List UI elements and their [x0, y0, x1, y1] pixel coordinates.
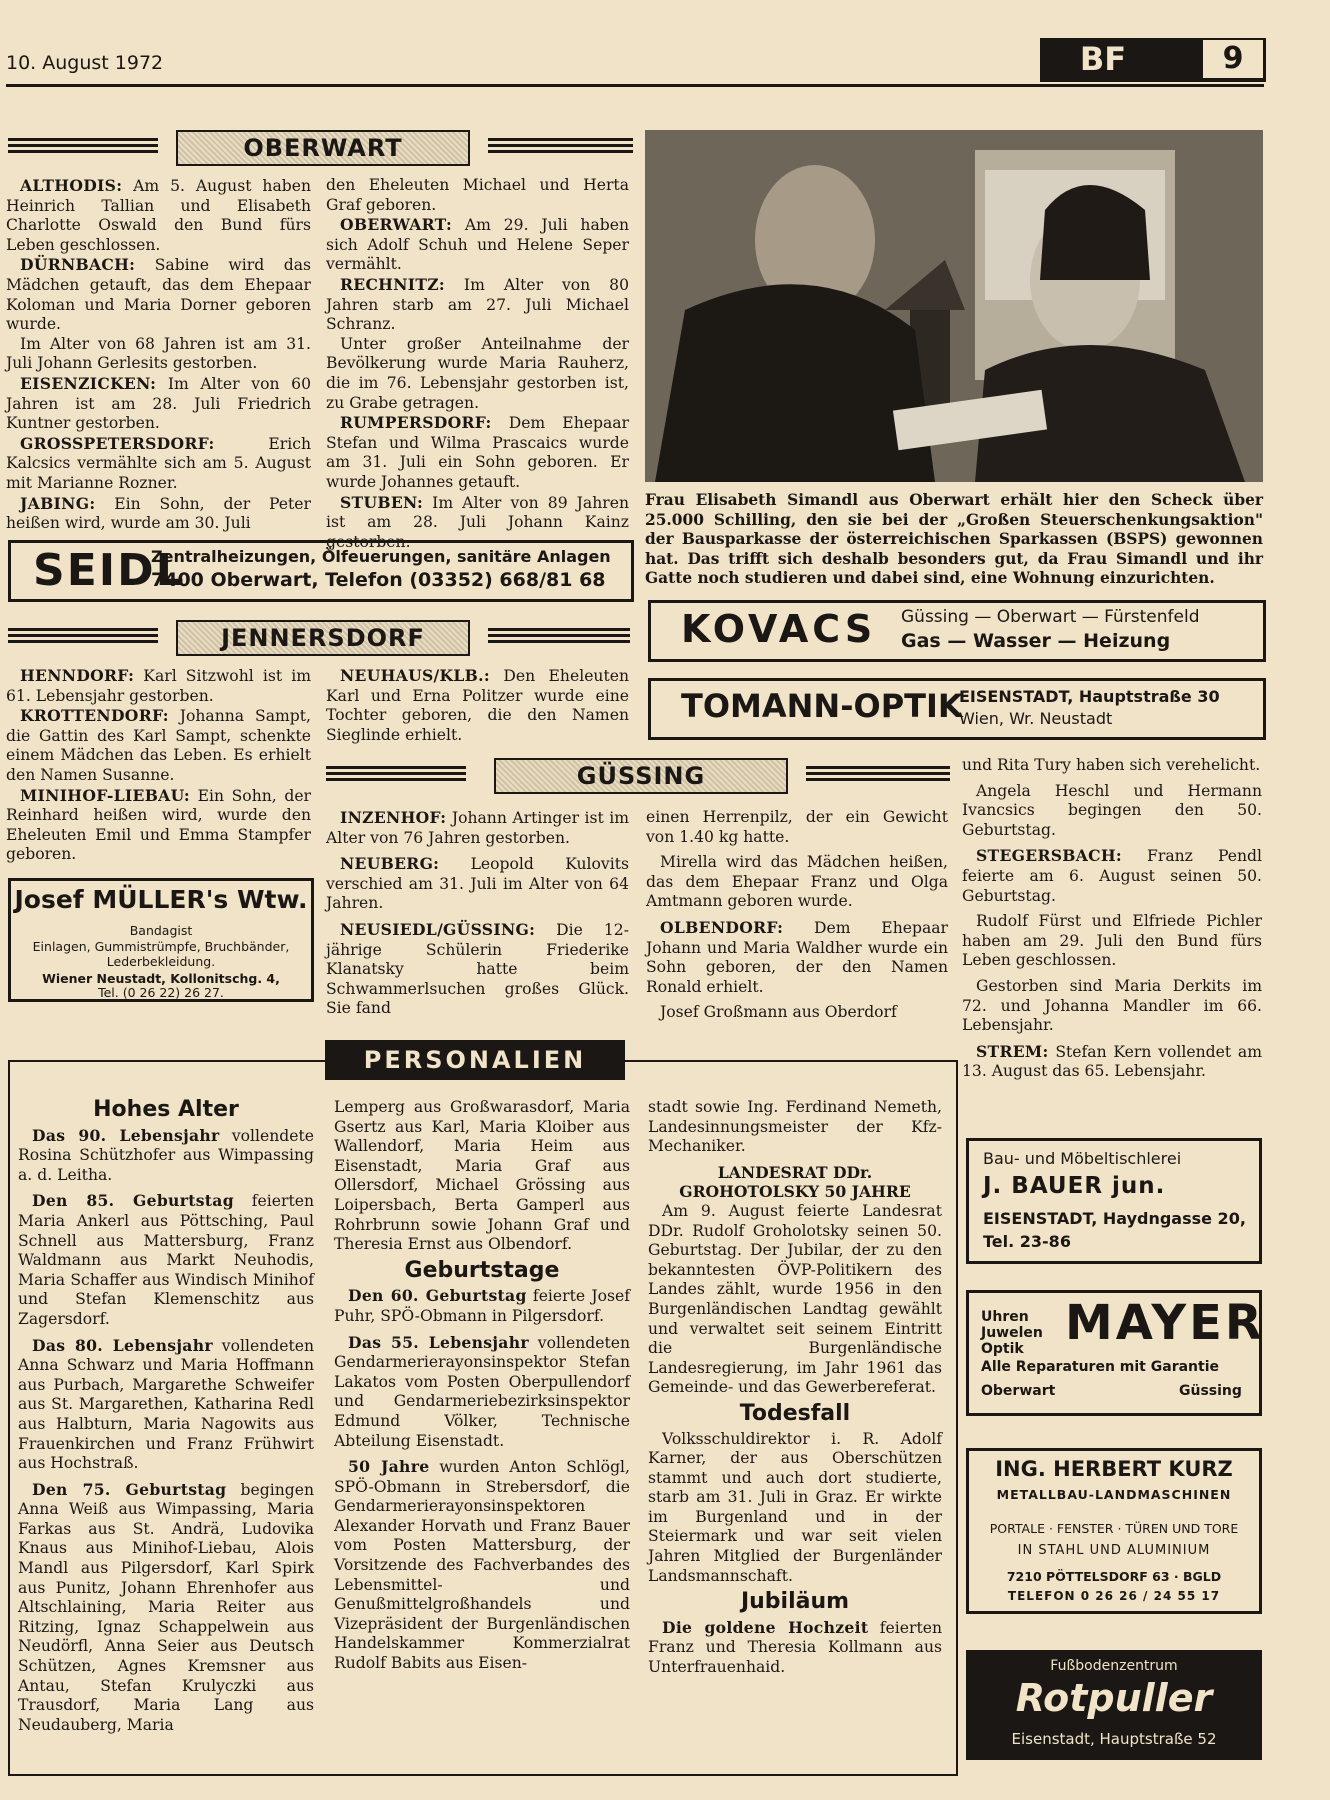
- news-item: [6, 706, 311, 785]
- item-text: Im Alter von 60 Jahren ist am 28. Juli Friedrich Kuntner gestorben.: [6, 374, 311, 433]
- news-item: [962, 1042, 1262, 1082]
- issue-date: 10. August 1972: [6, 52, 164, 74]
- item-lead: OLBENDORF:: [660, 917, 784, 937]
- item-lead: NEUSIEDL/GÜSSING:: [340, 919, 536, 939]
- item-text: Ein Sohn, der Reinhard heißen wird, wurde den Eheleuten Emil und Emma Stampfer geboren.: [6, 786, 311, 864]
- news-item: [6, 494, 311, 534]
- ad-kurz: [966, 1448, 1262, 1614]
- item-lead: Den 85. Geburtstag: [32, 1191, 234, 1211]
- news-item: [326, 215, 629, 275]
- item-lead: GROSSPETERSDORF:: [20, 433, 215, 453]
- jubilaeum-lead: Die goldene Hochzeit: [662, 1617, 869, 1637]
- ad-tomann-line2: Wien, Wr. Neustadt: [959, 709, 1113, 728]
- news-item: [6, 786, 311, 865]
- col3-continuation: stadt sowie Ing. Ferdinand Nemeth, Landesinnungsmeister der Kfz-Mechaniker.: [648, 1098, 942, 1156]
- news-item: [18, 1336, 314, 1474]
- item-text: Unter großer Anteilnahme der Bevölkerung wurde Maria Rauherz, die im 76. Lebensjahr gestorben ist, zu Grabe getragen.: [326, 334, 629, 412]
- page-number: 9: [1200, 40, 1263, 78]
- item-lead: NEUHAUS/KLB.:: [340, 666, 490, 685]
- ad-kurz-l1: METALLBAU-LANDMASCHINEN: [996, 1487, 1232, 1502]
- ad-mueller: [8, 878, 314, 1002]
- ad-bauer-l1: Bau- und Möbeltischlerei: [983, 1149, 1182, 1168]
- section-header-guessing: [326, 758, 950, 792]
- item-lead: RECHNITZ:: [340, 274, 445, 294]
- col2-continuation: Lemperg aus Großwarasdorf, Maria Gsertz aus Karl, Maria Kloiber aus Wallendorf, Maria Heim aus Eisenstadt, Maria Graf aus Ollersdorf, Michael Grössing aus Loipersbach, Berta Gamperl aus Rohrbrunn sowie Johann Graf und Theresia Ernst aus Olbendorf.: [334, 1098, 630, 1254]
- ad-tomann-optik: [648, 678, 1266, 740]
- ad-mayer-l3: Güssing: [1179, 1383, 1242, 1399]
- item-text: Mirella wird das Mädchen heißen, das dem Ehepaar Franz und Olga Amtmann geboren wurde.: [646, 853, 948, 911]
- ad-bauer-l3: Tel. 23-86: [983, 1232, 1071, 1251]
- section-title: OBERWART: [176, 130, 470, 166]
- photo-caption: Frau Elisabeth Simandl aus Oberwart erhält hier den Scheck über 25.000 Schilling, den sie bei der „Großen Steuerschenkungsaktion" der Bausparkasse der österreichischen Sparkassen (BSPS) gewonnen hat. Das trifft sich deshalb besonders gut, da Frau Simandl und ihr Gatte noch studieren und dabei sind, eine Wohnung einzurichten.: [645, 491, 1263, 587]
- item-lead: RUMPERSDORF:: [340, 413, 492, 433]
- item-text: Angela Heschl und Hermann Ivancsics begingen den 50. Geburtstag.: [962, 781, 1262, 839]
- ad-rotpuller-l1: Fußbodenzentrum: [1050, 1658, 1178, 1674]
- personalien-column-3: [648, 1098, 942, 1678]
- ad-mayer-name: MAYER: [1065, 1295, 1265, 1351]
- item-lead: 50 Jahre: [348, 1457, 430, 1477]
- photo-illustration: [645, 130, 1263, 482]
- news-item: [334, 1333, 630, 1452]
- item-lead: ALTHODIS:: [20, 176, 123, 195]
- ad-mayer-l2: Oberwart: [981, 1383, 1056, 1399]
- item-lead: STREM:: [976, 1041, 1049, 1061]
- item-lead: JABING:: [20, 493, 96, 513]
- item-text: Im Alter von 80 Jahren starb am 27. Juli Michael Schranz.: [326, 275, 629, 334]
- news-item: [18, 1126, 314, 1186]
- item-text: feierte Josef Puhr, SPÖ-Obmann in Pilgersdorf.: [334, 1287, 630, 1325]
- item-text: Sabine wird das Mädchen getauft, das dem Ehepaar Koloman und Maria Dorner geboren wurde.: [6, 256, 311, 334]
- ad-mayer: [966, 1290, 1265, 1416]
- ad-rotpuller-name: Rotpuller: [1015, 1676, 1213, 1720]
- ad-mueller-l4: Tel. (0 26 22) 26 27.: [98, 985, 224, 1000]
- item-text: Stefan Kern vollendet am 13. August das 65. Lebensjahr.: [962, 1042, 1262, 1081]
- news-item: [646, 853, 948, 912]
- hohes-alter-heading: Hohes Alter: [93, 1097, 239, 1122]
- news-item: [6, 666, 311, 706]
- item-text: Josef Großmann aus Oberdorf: [660, 1003, 897, 1022]
- item-lead: HENNDORF:: [20, 666, 135, 685]
- news-item: [646, 918, 948, 997]
- ad-tomann-line1: EISENSTADT, Hauptstraße 30: [959, 687, 1220, 706]
- news-item: [334, 1457, 630, 1674]
- ad-mueller-l2: Einlagen, Gummistrümpfe, Bruchbänder, Lederbekleidung.: [32, 939, 290, 969]
- ad-kovacs: [648, 600, 1266, 662]
- ad-kurz-name: ING. HERBERT KURZ: [995, 1457, 1233, 1481]
- ad-mueller-name: Josef MÜLLER's Wtw.: [14, 885, 308, 914]
- ad-kovacs-line2: Gas — Wasser — Heizung: [901, 630, 1171, 652]
- item-lead: Den 75. Geburtstag: [32, 1479, 227, 1499]
- news-item: [6, 255, 311, 334]
- ad-mayer-juwelen: Juwelen: [981, 1325, 1043, 1341]
- guessing-column-2: [646, 808, 948, 1023]
- todesfall-heading: Todesfall: [739, 1400, 851, 1426]
- item-text: Franz Pendl feierte am 6. August seinen 50. Geburtstag.: [962, 847, 1262, 905]
- landesrat-heading: LANDESRAT DDr. GROHOTOLSKY 50 JAHRE: [679, 1162, 911, 1202]
- ad-tomann-name: TOMANN-OPTIK: [681, 687, 963, 725]
- ad-mayer-uhren: Uhren: [981, 1309, 1029, 1325]
- ad-seidl-line2: 7400 Oberwart, Telefon (03352) 668/81 68: [151, 569, 606, 591]
- ad-bauer-name: J. BAUER jun.: [983, 1173, 1166, 1199]
- landesrat-text: Am 9. August feierte Landesrat DDr. Rudolf Groholotsky seinen 50. Geburtstag. Der Jubilar, der zu den bekanntesten ÖVP-Politikern des Landes zählt, wurde 1956 in den Burgenländischen Landtag gewählt und verwaltet seit seinem Eintritt die Burgenländische Landesregierung, im Jahr 1961 das Gemeinde- und das Gewerbereferat.: [648, 1201, 942, 1397]
- ad-seidl-name: SEIDL: [33, 545, 186, 596]
- ad-rotpuller: [966, 1650, 1262, 1760]
- item-lead: KROTTENDORF:: [20, 706, 169, 726]
- news-photo: [645, 130, 1263, 482]
- todesfall-text: Volksschuldirektor i. R. Adolf Karner, der aus Oberschützen stammt und auch dort studierte, starb am 31. Juli in Graz. Er wirkte im Burgenland und in der Steiermark und war seit vielen Jahren Mitglied der Burgenländer Landsmannschaft.: [648, 1429, 942, 1585]
- item-text: den Eheleuten Michael und Herta Graf geboren.: [326, 176, 629, 214]
- news-item: [18, 1191, 314, 1329]
- brand-label: BF: [1079, 40, 1127, 78]
- ad-kovacs-name: KOVACS: [681, 607, 877, 651]
- ad-kurz-l2: PORTALE · FENSTER · TÜREN UND TORE: [989, 1521, 1239, 1536]
- news-item: [326, 176, 629, 215]
- ad-bauer-l2: EISENSTADT, Haydngasse 20,: [983, 1209, 1246, 1228]
- item-text: Im Alter von 68 Jahren ist am 31. Juli Johann Gerlesits gestorben.: [6, 334, 311, 373]
- item-text: Den Eheleuten Karl und Erna Politzer wurde eine Tochter geboren, die den Namen Sieglinde erhielt.: [326, 667, 629, 744]
- item-text: Die 12-jährige Schülerin Friederike Klanatsky hatte beim Schwammerlsuchen großes Glück. Sie fand: [326, 920, 629, 1018]
- item-text: Johann Artinger ist im Alter von 76 Jahren gestorben.: [326, 809, 629, 847]
- ad-mayer-l1: Alle Reparaturen mit Garantie: [981, 1359, 1219, 1375]
- item-lead: MINIHOF-LIEBAU:: [20, 785, 190, 805]
- item-lead: INZENHOF:: [340, 808, 447, 827]
- ad-kurz-l4: 7210 PÖTTELSDORF 63 · BGLD: [1006, 1569, 1222, 1584]
- ad-mueller-l1: Bandagist: [129, 923, 193, 938]
- news-item: [962, 846, 1262, 906]
- item-lead: Den 60. Geburtstag: [348, 1286, 527, 1306]
- guessing-column-3: [962, 756, 1262, 1082]
- ad-kurz-l3: IN STAHL UND ALUMINIUM: [1017, 1543, 1211, 1558]
- item-lead: EISENZICKEN:: [20, 373, 157, 393]
- news-item: [326, 413, 629, 492]
- news-item: [6, 176, 311, 255]
- ad-mueller-l3: Wiener Neustadt, Kollonitschg. 4,: [42, 971, 280, 986]
- item-text: und Rita Tury haben sich verehelicht.: [962, 756, 1261, 774]
- item-lead: STUBEN:: [340, 492, 424, 512]
- item-lead: STEGERSBACH:: [976, 846, 1122, 866]
- item-lead: NEUBERG:: [340, 854, 440, 874]
- jubilaeum-body: feierten Franz und Theresia Kollmann aus Unterfrauenhaid.: [648, 1618, 942, 1677]
- ad-kovacs-line1: Güssing — Oberwart — Fürstenfeld: [901, 607, 1200, 627]
- item-text: wurden Anton Schlögl, SPÖ-Obmann in Strebersdorf, die Gendarmerierayonsinspektoren Alexander Horvath und Franz Bauer vom Posten Mattersburg, der Vorsitzende des Fachverbandes des Lebensmittel- und Genußmittelgroßhandels und Vizepräsident der Burgenländischen Handelskammer Kommerzialrat Rudolf Babits aus Eisen-: [334, 1458, 630, 1673]
- news-item: [326, 335, 629, 413]
- geburtstage-heading: Geburtstage: [404, 1257, 560, 1283]
- personalien-column-1: [18, 1094, 314, 1735]
- section-title: GÜSSING: [494, 758, 788, 794]
- item-text: Johanna Sampt, die Gattin des Karl Sampt, schenkte einem Mädchen das Leben. Es erhielt den Namen Susanne.: [6, 707, 311, 784]
- ad-rotpuller-l2: Eisenstadt, Hauptstraße 52: [1011, 1730, 1217, 1748]
- header-rule: [6, 84, 1264, 87]
- ad-seidl: [8, 540, 634, 602]
- news-item: [6, 374, 311, 434]
- guessing-column-1: [326, 808, 629, 1019]
- oberwart-column-2: [326, 176, 629, 552]
- item-text: Gestorben sind Maria Derkits im 72. und Johanna Mandler im 66. Lebensjahr.: [962, 976, 1262, 1035]
- item-text: Erich Kalcsics vermählte sich am 5. August mit Marianne Rozner.: [6, 434, 311, 492]
- section-title: JENNERSDORF: [176, 620, 470, 656]
- ad-seidl-line1: Zentralheizungen, Ölfeuerungen, sanitäre Anlagen: [151, 547, 611, 566]
- ad-kurz-l5: TELEFON 0 26 26 / 24 55 17: [1007, 1589, 1221, 1603]
- personalien-column-2: [334, 1098, 630, 1674]
- jennersdorf-column-2: [326, 666, 629, 745]
- news-item: [646, 1003, 948, 1023]
- news-item: [962, 977, 1262, 1036]
- item-text: einen Herrenpilz, der ein Gewicht von 1.40 kg hatte.: [646, 808, 948, 846]
- ad-bauer: [966, 1138, 1262, 1264]
- news-item: [962, 912, 1262, 971]
- item-lead: OBERWART:: [340, 215, 453, 235]
- jubilaeum-text: [648, 1618, 942, 1678]
- item-text: feierten Maria Ankerl aus Pöttsching, Paul Schnell aus Mattersburg, Franz Waldmann aus Markt Neuhodis, Maria Schaffer aus Windisch Minihof und Stefan Klemenschitz aus Zagersdorf.: [18, 1192, 314, 1328]
- news-item: [326, 920, 629, 1019]
- section-header-oberwart: [8, 130, 633, 164]
- jubilaeum-heading: Jubiläum: [740, 1589, 850, 1615]
- news-item: [326, 854, 629, 914]
- section-header-jennersdorf: [8, 620, 630, 654]
- item-text: Im Alter von 89 Jahren ist am 28. Juli Johann Kainz gestorben.: [326, 493, 629, 551]
- news-item: [962, 782, 1262, 841]
- news-item: [326, 666, 629, 745]
- news-item: [326, 808, 629, 848]
- news-item: [6, 335, 311, 374]
- item-text: Dem Ehepaar Johann und Maria Waldher wurde ein Sohn geboren, der den Namen Ronald erhielt.: [646, 918, 948, 996]
- item-lead: Das 90. Lebensjahr: [32, 1125, 220, 1145]
- news-item: [326, 275, 629, 335]
- jennersdorf-column-1: [6, 666, 311, 865]
- item-text: Leopold Kulovits verschied am 31. Juli im Alter von 64 Jahren.: [326, 855, 629, 913]
- personalien-title: PERSONALIEN: [325, 1040, 625, 1080]
- item-text: Rudolf Fürst und Elfriede Pichler haben am 29. Juli den Bund fürs Leben geschlossen.: [962, 912, 1262, 970]
- ad-mayer-optik: Optik: [981, 1341, 1024, 1357]
- news-item: [18, 1480, 314, 1736]
- item-text: Ein Sohn, der Peter heißen wird, wurde am 30. Juli: [6, 494, 311, 533]
- item-text: Dem Ehepaar Stefan und Wilma Prascaics wurde am 31. Juli ein Sohn geboren. Er wurde Johannes getauft.: [326, 414, 629, 491]
- item-text: Am 29. Juli haben sich Adolf Schuh und Helene Seper vermählt.: [326, 216, 629, 274]
- item-text: begingen Anna Weiß aus Wimpassing, Maria Farkas aus St. Andrä, Ludovika Knaus aus Minihof-Liebau, Alois Mandl aus Pilgersdorf, Karl Spirk aus Punitz, Johann Ehrenhofer aus Altschlaining, Maria Reiter aus Ritzing, Ignaz Schappelwein aus Neudörfl, Anna Seier aus Deutsch Schützen, Agnes Kremsner aus Antau, Stefan Krulyczki aus Trausdorf, Maria Lang aus Neudauberg, Maria: [18, 1480, 314, 1734]
- item-text: Karl Sitzwohl ist im 61. Lebensjahr gestorben.: [6, 667, 311, 705]
- item-text: vollendeten Anna Schwarz und Maria Hoffmann aus Purbach, Margarethe Schweifer aus St. Margarethen, Katharina Redl aus Halbturn, Maria Nagowits aus Frauenkirchen und Franz Frühwirt aus Hochstraß.: [18, 1336, 314, 1473]
- item-lead: DÜRNBACH:: [20, 255, 136, 275]
- item-text: vollendeten Gendarmerierayonsinspektor Stefan Lakatos vom Posten Oberpullendorf und Gendarmeriebezirksinspektor Edmund Völker, Technische Abteilung Eisenstadt.: [334, 1333, 630, 1450]
- item-lead: Das 80. Lebensjahr: [32, 1335, 213, 1355]
- news-item: [6, 434, 311, 494]
- news-item: [334, 1286, 630, 1326]
- item-text: vollendete Rosina Schützhofer aus Wimpassing a. d. Leitha.: [18, 1126, 315, 1184]
- news-item: [646, 808, 948, 847]
- oberwart-column-1: [6, 176, 311, 534]
- news-item: [962, 756, 1262, 776]
- item-text: Am 5. August haben Heinrich Tallian und Elisabeth Charlotte Oswald den Bund fürs Leben geschlossen.: [6, 177, 311, 254]
- item-lead: Das 55. Lebensjahr: [348, 1332, 529, 1352]
